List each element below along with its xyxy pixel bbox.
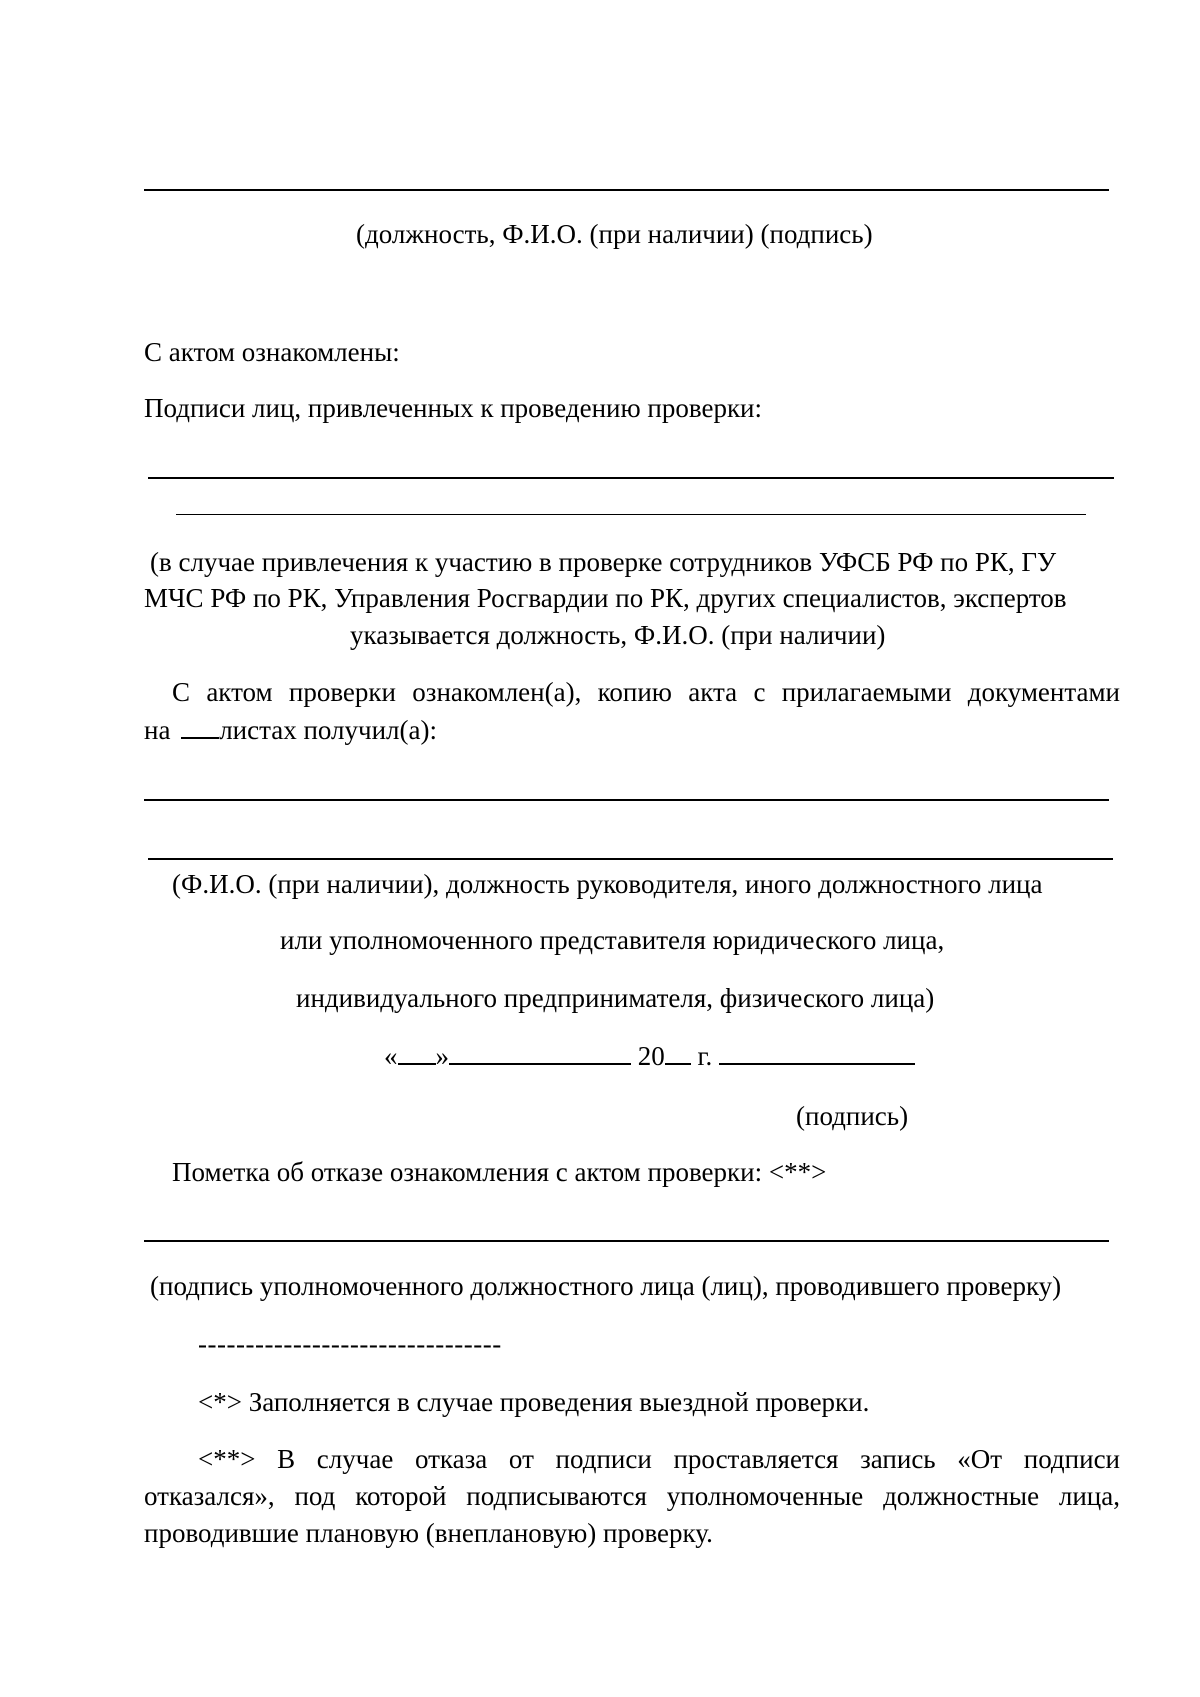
receipt-paragraph-line-2 xyxy=(144,712,437,748)
involvement-note-line-2: МЧС РФ по РК, Управления Росгвардии по РК, других специалистов, экспертов xyxy=(144,583,1067,613)
date-signature-blank xyxy=(719,1039,915,1065)
date-close-quote: » xyxy=(435,1041,449,1071)
day-blank xyxy=(398,1039,436,1065)
representative-caption-line-1: (Ф.И.О. (при наличии), должность руководителя, иного должностного лица xyxy=(172,869,1043,899)
receipt-paragraph-line-1 xyxy=(172,674,1120,710)
sheets-count-blank xyxy=(181,713,219,739)
involvement-note-line-3: указывается должность, Ф.И.О. (при наличии) xyxy=(350,620,886,650)
signature-line-top xyxy=(144,189,1109,191)
date-open-quote: « xyxy=(384,1041,398,1071)
footnote-2-line-3: проводившие плановую (внеплановую) проверку. xyxy=(144,1518,713,1548)
footnote-2-line-2 xyxy=(144,1478,1120,1514)
signature-caption: (подпись) xyxy=(796,1101,909,1131)
receipt-line-1-text: С актом проверки ознакомлен(а), копию акта с прилагаемыми документами xyxy=(172,677,1120,707)
footnote-2-line-1-text: <**> В случае отказа от подписи проставляется запись «От подписи xyxy=(198,1444,1120,1474)
position-signature-caption: (должность, Ф.И.О. (при наличии) (подпись) xyxy=(356,219,873,249)
signature-line-inspector xyxy=(144,1240,1109,1242)
footnote-2-line-1 xyxy=(198,1441,1120,1477)
receipt-suffix: листах получил(а): xyxy=(219,715,437,745)
footnote-2-line-2-text: отказался», под которой подписываются уполномоченные должностные лица, xyxy=(144,1481,1120,1511)
date-line xyxy=(384,1038,915,1074)
year-blank xyxy=(665,1039,691,1065)
inspector-signature-caption: (подпись уполномоченного должностного лица (лиц), проводившего проверку) xyxy=(150,1271,1062,1301)
signature-line-involved-1 xyxy=(148,477,1114,479)
receipt-prefix: на xyxy=(144,715,171,745)
year-prefix: 20 xyxy=(637,1041,665,1071)
footnote-1: <*> Заполняется в случае проведения выездной проверки. xyxy=(198,1387,870,1417)
signature-line-receiver-2 xyxy=(148,858,1113,860)
representative-caption-line-2: или уполномоченного представителя юридического лица, xyxy=(280,925,945,955)
month-blank xyxy=(449,1039,631,1065)
acquainted-label: С актом ознакомлены: xyxy=(144,337,400,367)
signature-line-involved-2 xyxy=(176,514,1086,515)
refusal-mark-label: Пометка об отказе ознакомления с актом проверки: <**> xyxy=(172,1157,827,1187)
signature-line-receiver-1 xyxy=(144,799,1109,801)
involvement-note-line-1: (в случае привлечения к участию в проверке сотрудников УФСБ РФ по РК, ГУ xyxy=(150,547,1057,577)
representative-caption-line-3: индивидуального предпринимателя, физического лица) xyxy=(296,983,935,1013)
signatures-label: Подписи лиц, привлеченных к проведению проверки: xyxy=(144,393,763,423)
footnote-separator: -------------------------------- xyxy=(198,1329,502,1359)
year-suffix: г. xyxy=(697,1041,713,1071)
